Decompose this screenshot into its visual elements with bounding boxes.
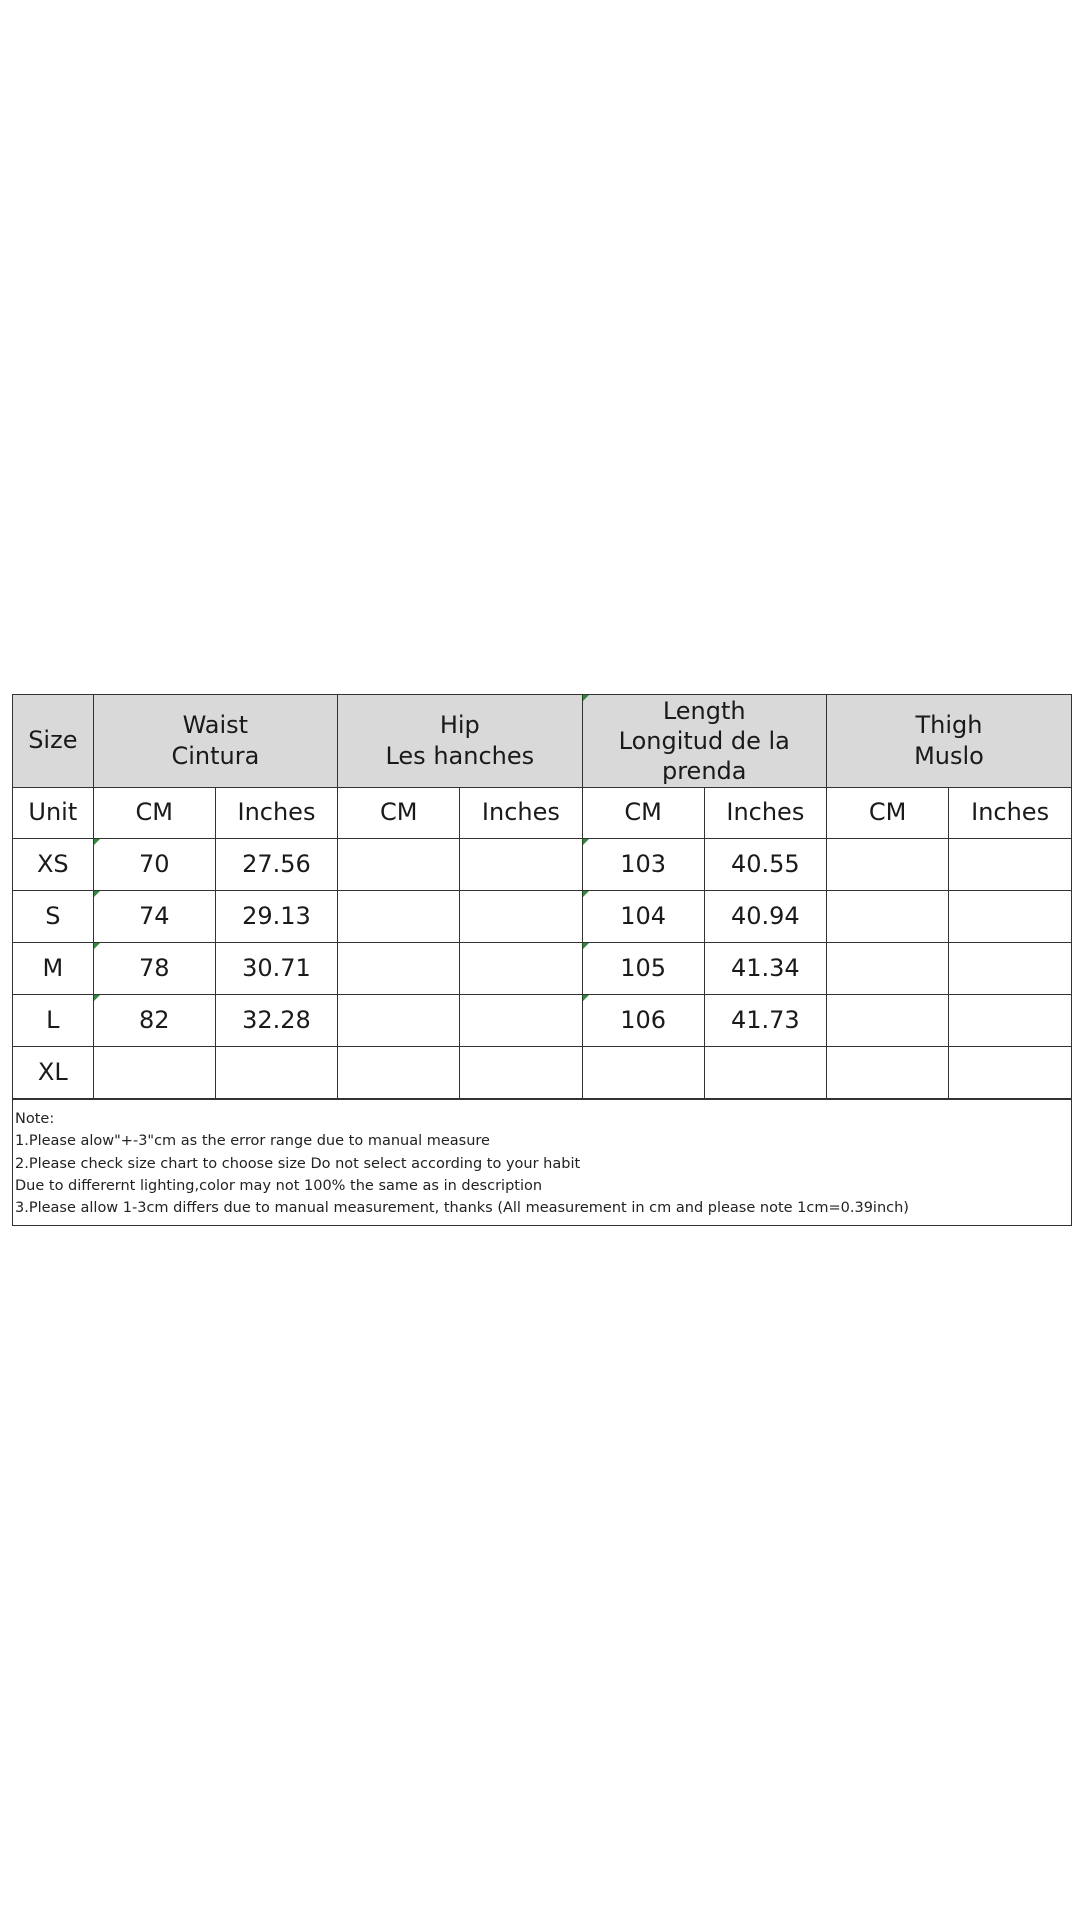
thigh-cm-cell: [826, 839, 948, 891]
size-cell: M: [13, 943, 93, 995]
waist-cm-cell: 74: [93, 891, 215, 943]
size-header: [13, 695, 93, 788]
length-inches-cell: 41.34: [704, 943, 826, 995]
note-line-1: 1.Please alow"+-3"cm as the error range due to manual measure: [15, 1133, 490, 1150]
note-line-lighting: Due to differernt lighting,color may not 100% the same as in description: [15, 1177, 543, 1194]
table-row: [13, 1047, 1071, 1099]
length-cm-cell: 106: [582, 995, 704, 1047]
note-line-3: 3.Please allow 1-3cm differs due to manual measurement, thanks (All measurement in cm and please note 1cm=0.39inch): [15, 1200, 909, 1217]
waist-header-es: Cintura: [171, 742, 260, 770]
thigh-header: [826, 695, 1071, 788]
length-inches-cell: 41.73: [704, 995, 826, 1047]
waist-cm-cell: 82: [93, 995, 215, 1047]
hip-cm-cell: [338, 1047, 460, 1099]
note-line-2: 2.Please check size chart to choose size Do not select according to your habit: [15, 1155, 581, 1172]
waist-cm-unit: CM: [93, 788, 215, 839]
hip-cm-cell: [338, 839, 460, 891]
length-inches-cell: 40.94: [704, 891, 826, 943]
size-cell: S: [13, 891, 93, 943]
waist-header: [93, 695, 337, 788]
size-chart: [12, 694, 1072, 1226]
thigh-inches-cell: [949, 943, 1071, 995]
length-cm-cell: 104: [582, 891, 704, 943]
table-row: [13, 891, 1071, 943]
thigh-cm-cell: [826, 943, 948, 995]
hip-cm-cell: [338, 995, 460, 1047]
waist-inches-unit: Inches: [215, 788, 337, 839]
thigh-header-en: Thigh: [915, 710, 983, 739]
hip-header-fr: Les hanches: [385, 742, 535, 770]
thigh-cm-cell: [826, 1047, 948, 1099]
waist-cm-cell: [93, 1047, 215, 1099]
length-inches-unit: Inches: [704, 788, 826, 839]
waist-inches-cell: 29.13: [215, 891, 337, 943]
thigh-cm-cell: [826, 995, 948, 1047]
hip-header: [338, 695, 582, 788]
unit-label: Unit: [13, 788, 93, 839]
length-inches-cell: 40.55: [704, 839, 826, 891]
waist-cm-cell: 78: [93, 943, 215, 995]
thigh-inches-unit: Inches: [949, 788, 1071, 839]
thigh-inches-cell: [949, 891, 1071, 943]
waist-inches-cell: 30.71: [215, 943, 337, 995]
table-row: [13, 839, 1071, 891]
hip-inches-cell: [460, 891, 582, 943]
length-cm-cell: [582, 1047, 704, 1099]
header-row: [13, 695, 1071, 788]
table-row: [13, 995, 1071, 1047]
length-cm-cell: 103: [582, 839, 704, 891]
size-header-label: Size: [28, 726, 78, 755]
hip-header-en: Hip: [439, 710, 480, 739]
hip-inches-unit: Inches: [460, 788, 582, 839]
length-header-es-2: prenda: [661, 757, 747, 785]
hip-inches-cell: [460, 839, 582, 891]
waist-inches-cell: [215, 1047, 337, 1099]
length-header: [582, 695, 826, 788]
size-cell: XL: [13, 1047, 93, 1099]
table-row: [13, 943, 1071, 995]
hip-inches-cell: [460, 943, 582, 995]
waist-inches-cell: 32.28: [215, 995, 337, 1047]
hip-inches-cell: [460, 1047, 582, 1099]
hip-cm-unit: CM: [338, 788, 460, 839]
size-table: [13, 695, 1071, 1099]
waist-inches-cell: 27.56: [215, 839, 337, 891]
waist-cm-cell: 70: [93, 839, 215, 891]
length-cm-unit: CM: [582, 788, 704, 839]
hip-cm-cell: [338, 943, 460, 995]
thigh-inches-cell: [949, 995, 1071, 1047]
size-cell: XS: [13, 839, 93, 891]
note-heading: Note:: [15, 1111, 55, 1127]
thigh-cm-unit: CM: [826, 788, 948, 839]
length-header-en: Length: [662, 697, 746, 725]
hip-inches-cell: [460, 995, 582, 1047]
size-cell: L: [13, 995, 93, 1047]
waist-header-en: Waist: [182, 710, 249, 739]
unit-row: [13, 788, 1071, 839]
notes-section: [13, 1099, 1071, 1225]
length-header-es-1: Longitud de la: [618, 727, 790, 755]
thigh-inches-cell: [949, 1047, 1071, 1099]
length-inches-cell: [704, 1047, 826, 1099]
thigh-inches-cell: [949, 839, 1071, 891]
length-cm-cell: 105: [582, 943, 704, 995]
hip-cm-cell: [338, 891, 460, 943]
thigh-cm-cell: [826, 891, 948, 943]
thigh-header-es: Muslo: [914, 742, 984, 770]
